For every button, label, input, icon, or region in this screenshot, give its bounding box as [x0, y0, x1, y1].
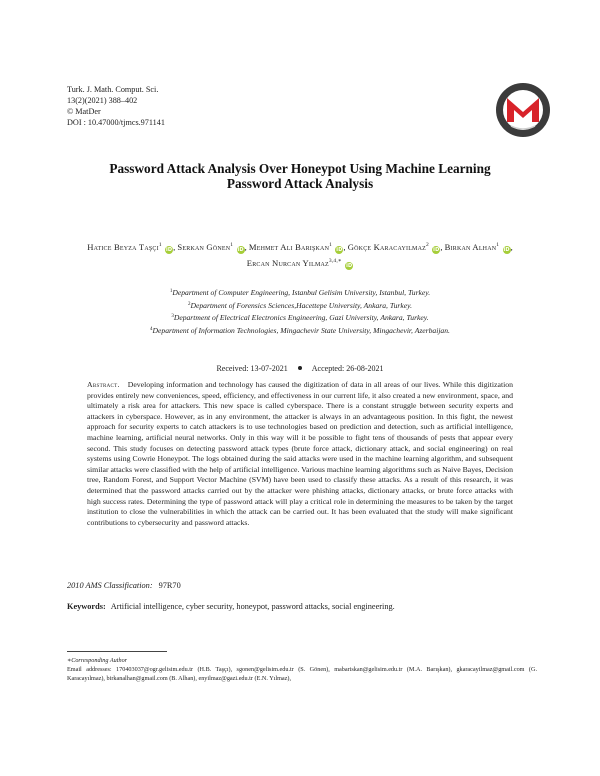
journal-copyright: © MatDer: [67, 107, 101, 116]
keywords-value: Artificial intelligence, cyber security, honeypot, password attacks, social engineering.: [110, 602, 395, 611]
orcid-icon[interactable]: iD: [346, 263, 353, 269]
orcid-icon[interactable]: iD: [237, 247, 244, 253]
author: Mehmet Ali Barışkan$^1$ iD: [248, 242, 343, 253]
abstract-text: Developing information and technology has caused the digitization of data in all areas of our lives. While this digitization provides entirely new conveniences, speed, efficiency, and effectiveness in our current life, it also created a new environment, space, and ultimately a risk area for attackers. This new space is called cyberspace. There is a constant struggle between security experts and attackers in cyberspace. However, as in any environment, the attacker is always in an advantageous position. In this fight, the newest approach for security experts to catch attackers is to use technologies based on prediction and detection, such as artificial intelligence, machine learning, artificial neural networks. Only in this way will it be possible to fight tens of thousands of pests that appear every second. This study focuses on detecting password attack types (brute force attack, dictionary attack, and social engineering) on real systems using Cowrie Honeypot. The logs obtained during the said attacks were used in the machine learning algorithm, and subsequent similar attacks were classified with the help of artificial intelligence. Various machine learning algorithms such as Naive Bayes, Decision tree, Random Forest, and Support Vector Machine (SVM) have been used to classify these attacks. As a result of this research, it was determined that the password attacks carried out by the attacker were phishing attacks, dictionary attacks, or brute force attacks with high success rates. Determining the type of password attack will play a critical role in determining the measures to be taken by the target institution to close the vulnerabilities in which the attack can be carried out. It has been evaluated that the study will make significant contributions to cybersecurity and password attacks.: [87, 380, 513, 527]
author-list: Hatice Beyza Taşçı$^1$ iD, Serkan Gönen$^1$ iD, Mehmet Ali Barışkan$^1$ iD, Gökçe Karacayılmaz$^2$ iD, Birkan Alhan$^1$ iD, Ercan Nurcan Yılmaz$^{3,4,∗}$ iD: [87, 242, 513, 269]
journal-name: Turk. J. Math. Comput. Sci.: [67, 85, 159, 94]
journal-volume-pages: 13(2)(2021) 388–402: [67, 96, 138, 105]
dates: [60, 364, 540, 373]
journal-doi: DOI : 10.47000/tjmcs.971141: [67, 118, 165, 127]
keywords-label: Keywords:: [67, 602, 106, 611]
matder-logo: [495, 82, 551, 138]
orcid-icon[interactable]: iD: [433, 247, 440, 253]
abstract-heading: Abstract.: [87, 380, 120, 389]
ams-value: 97R70: [158, 581, 181, 590]
author: Hatice Beyza Taşçı$^1$ iD: [87, 242, 173, 253]
title-line-2: Password Attack Analysis: [226, 175, 374, 191]
author: Birkan Alhan$^1$ iD: [444, 242, 510, 253]
affiliation: $^2$Department of Forensics Sciences,Hacettepe University, Ankara, Turkey.: [188, 300, 412, 310]
author: Ercan Nurcan Yılmaz$^{3,4,∗}$ iD: [246, 258, 353, 269]
affiliation: $^1$Department of Computer Engineering, Istanbul Gelisim University, Istanbul, Turkey.: [169, 288, 431, 297]
affiliation: $^3$Department of Electrical Electronics Engineering, Gazi University, Ankara, Turkey.: [171, 313, 429, 323]
author: Serkan Gönen$^1$ iD: [177, 242, 244, 253]
keywords: [67, 602, 395, 611]
ams-label: 2010 AMS Classification:: [67, 581, 153, 590]
footnote-rule: [67, 651, 167, 652]
orcid-icon[interactable]: iD: [336, 247, 343, 253]
bullet-separator: [298, 366, 302, 370]
author: Gökçe Karacayılmaz$^2$ iD: [347, 242, 440, 253]
affiliation: $^4$Department of Information Technologies, Mingachevir State University, Mingachevir, Azerbaijan.: [150, 325, 450, 335]
ams-classification: [67, 581, 181, 590]
orcid-icon[interactable]: iD: [503, 247, 510, 253]
affiliations: [60, 286, 540, 336]
footnote: [67, 656, 537, 684]
accepted-date: Accepted: 26-08-2021: [311, 364, 384, 373]
abstract: [87, 380, 513, 528]
email-addresses: Email addresses: 170403037@ogr.gelisim.edu.tr (H.B. Taşçı), sgonen@gelisim.edu.tr (S. Gönen), mabariskan@gelisim.edu.tr (M.A. Barışkan), gkaracayilmaz@gmail.com (G. Karacayılmaz), birkanalhan@gmail.com (B. Alhan), enyilmaz@gazi.edu.tr (E.N. Yılmaz),: [67, 666, 537, 683]
title-line-1: Password Attack Analysis Over Honeypot Using Machine Learning: [109, 161, 491, 176]
paper-title: [40, 162, 560, 191]
corresponding-author-note: ∗Corresponding Author: [67, 657, 128, 664]
journal-info: [67, 84, 165, 128]
orcid-icon[interactable]: iD: [165, 247, 173, 253]
received-date: Received: 13-07-2021: [216, 364, 288, 373]
